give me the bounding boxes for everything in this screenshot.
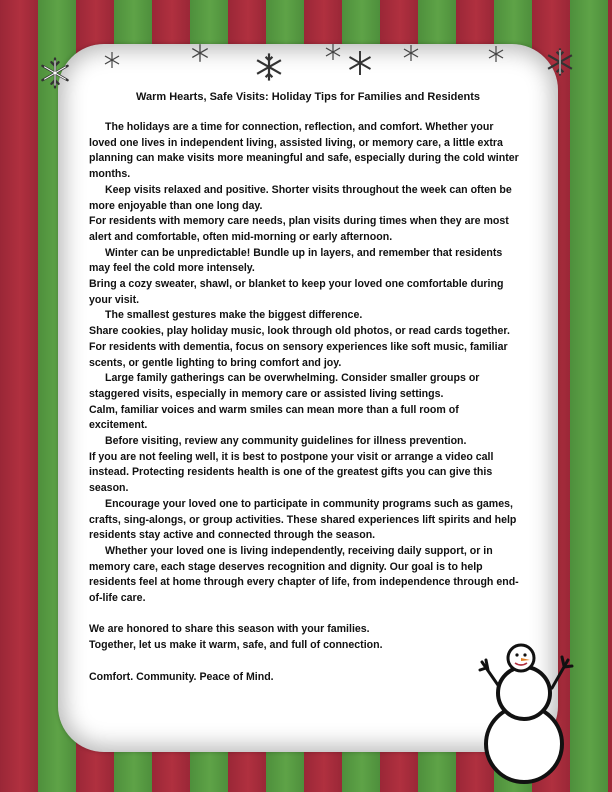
snowflake-icon <box>189 42 211 64</box>
paragraph: The holidays are a time for connection, reflection, and comfort. Whether your loved one lives in independent living, assisted living, or memory care, a little extra planning can make visits more meaningful and safe, especially during the cold winter months. <box>89 121 519 181</box>
paragraph: Whether your loved one is living independently, receiving daily support, or in memory care, each stage deserves recognition and dignity. Our goal is to help residents feel at home through every chapter of life, from independence through end-of-life care. <box>89 544 519 605</box>
paragraph: Calm, familiar voices and warm smiles can mean more than a full room of excitement. <box>89 403 459 432</box>
snowflake-icon <box>486 44 506 64</box>
spacer <box>89 654 519 670</box>
paragraph: For residents with memory care needs, plan visits during times when they are most alert and comfortable, often mid-morning or early afternoon. <box>89 215 509 243</box>
paragraph: Winter can be unpredictable! Bundle up in layers, and remember that residents may feel the cold more intensely. <box>89 246 503 275</box>
paragraph: Share cookies, play holiday music, look through old photos, or read cards together. For residents with dementia, focus on sensory experiences like soft music, familiar scents, or gentle lighting to bring comfort and joy. <box>89 325 510 369</box>
letter-body <box>89 120 519 685</box>
closing-line: Together, let us make it warm, safe, and full of connection. <box>89 639 383 652</box>
paragraph: Before visiting, review any community guidelines for illness prevention. <box>105 435 467 448</box>
paragraph: Bring a cozy sweater, shawl, or blanket to keep your loved one comfortable during your visit. <box>89 278 504 306</box>
paragraph: Encourage your loved one to participate in community programs such as games, crafts, sing-alongs, or group activities. These shared experiences lift spirits and help residents stay active and connected through the season. <box>89 497 517 542</box>
paragraph: The smallest gestures make the biggest difference. <box>105 309 363 322</box>
spacer <box>89 607 519 623</box>
snowflake-icon <box>401 43 421 63</box>
snowman-icon <box>476 640 576 792</box>
snowflake-icon <box>102 50 122 70</box>
paragraph: Keep visits relaxed and positive. Shorter visits throughout the week can often be more enjoyable than one long day. <box>89 183 512 212</box>
paragraph: If you are not feeling well, it is best to postpone your visit or arrange a video call instead. Protecting residents health is one of the greatest gifts you can give this season. <box>89 450 494 495</box>
snowflake-icon <box>543 45 577 79</box>
snowflake-icon <box>37 55 73 91</box>
snowflake-icon <box>252 50 286 84</box>
page-title: Warm Hearts, Safe Visits: Holiday Tips for Families and Residents <box>136 91 480 103</box>
snowflake-icon <box>345 48 375 78</box>
tagline: Comfort. Community. Peace of Mind. <box>89 670 274 683</box>
closing-line: We are honored to share this season with your families. <box>89 623 370 636</box>
snowflake-icon <box>323 42 343 62</box>
paragraph: Large family gatherings can be overwhelming. Consider smaller groups or staggered visits, especially in memory care or assisted living settings. <box>89 372 480 400</box>
